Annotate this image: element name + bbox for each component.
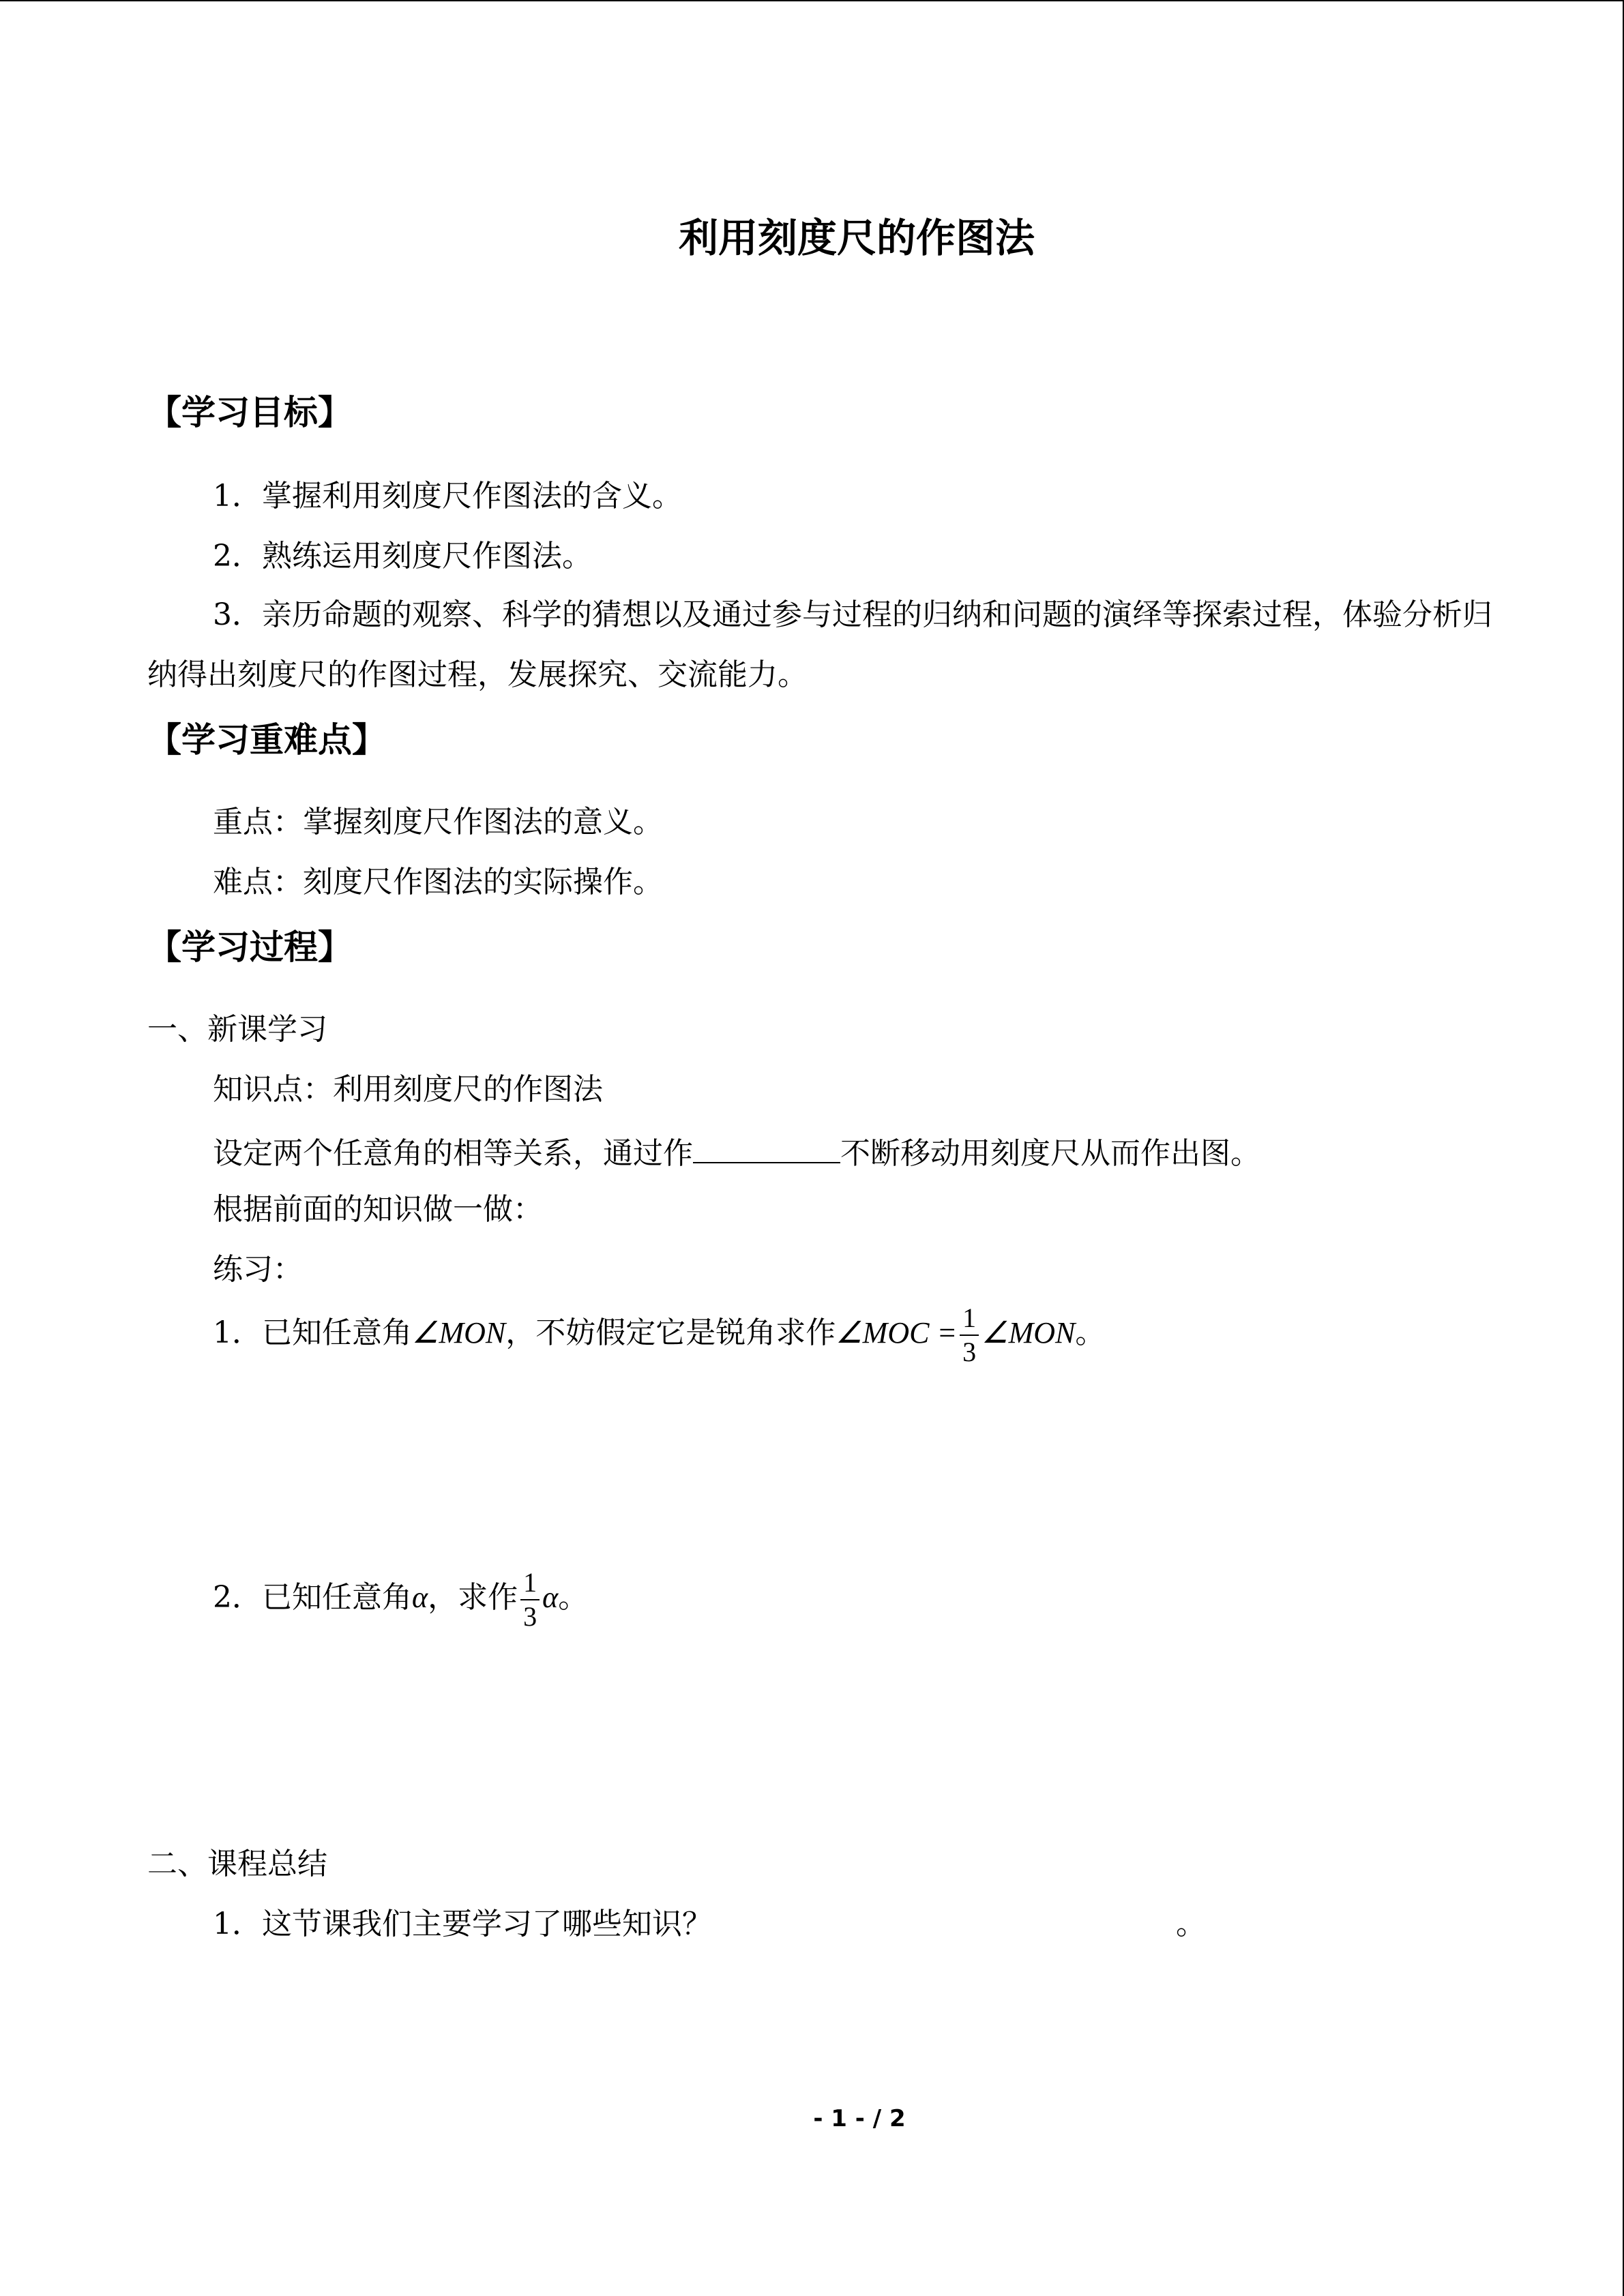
ex1-fraction [960,1304,979,1366]
summary-end-mark: 。 [1176,1907,1206,1941]
page-number: - 1 - / 2 [813,2105,906,2132]
knowledge-description [213,1135,1260,1169]
part1-title: 一、新课学习 [147,1012,327,1047]
exercise-1 [213,1299,1105,1367]
ex2-prefix: 2．已知任意角 [213,1580,412,1615]
ex1-prefix: 1．已知任意角 [213,1315,412,1350]
ex2-fraction [520,1566,540,1632]
ex1-numerator: 1 [960,1304,979,1336]
ex2-numerator: 1 [520,1569,540,1600]
difficult-point: 难点：刻度尺作图法的实际操作。 [213,865,663,899]
ex2-alpha: α [412,1581,428,1614]
exercise-label: 练习： [213,1252,303,1287]
ex1-middle: ，不妨假定它是锐角求作 [505,1315,836,1350]
fill-in-blank [693,1135,840,1163]
ex2-alpha2: α [542,1581,559,1614]
objective-3: 3．亲历命题的观察、科学的猜想以及通过参与过程的归纳和问题的演绎等探索过程，体验分析归纳得出刻度尺的作图过程，发展探究、交流能力。 [147,597,1492,692]
key-points-heading: 【学习重难点】 [147,720,386,760]
ex2-denominator: 3 [523,1600,537,1632]
ex2-end: 。 [558,1580,589,1615]
ex1-denominator: 3 [962,1336,977,1367]
practice-prompt: 根据前面的知识做一做： [213,1192,543,1227]
key-point: 重点：掌握刻度尺作图法的意义。 [213,805,663,839]
objective-1: 1．掌握利用刻度尺作图法的含义。 [213,479,682,513]
summary-question: 1．这节课我们主要学习了哪些知识？ [213,1907,712,1941]
ex1-lhs: ∠MOC = [836,1316,958,1350]
ex1-angle: ∠MON [412,1316,506,1350]
knowledge-point: 知识点：利用刻度尺的作图法 [213,1072,603,1107]
exercise-2 [213,1564,588,1632]
objectives-heading: 【学习目标】 [147,393,352,432]
process-heading: 【学习过程】 [147,927,352,967]
part2-title: 二、课程总结 [147,1847,327,1881]
ex1-end: 。 [1075,1315,1106,1350]
desc-after: 不断移动用刻度尺从而作出图。 [840,1136,1260,1171]
desc-before: 设定两个任意角的相等关系，通过作 [213,1136,693,1171]
objective-2: 2．熟练运用刻度尺作图法。 [213,539,592,573]
page-title: 利用刻度尺的作图法 [678,215,1035,261]
ex1-rhs: ∠MON [981,1316,1076,1350]
ex2-middle: ，求作 [428,1580,518,1615]
